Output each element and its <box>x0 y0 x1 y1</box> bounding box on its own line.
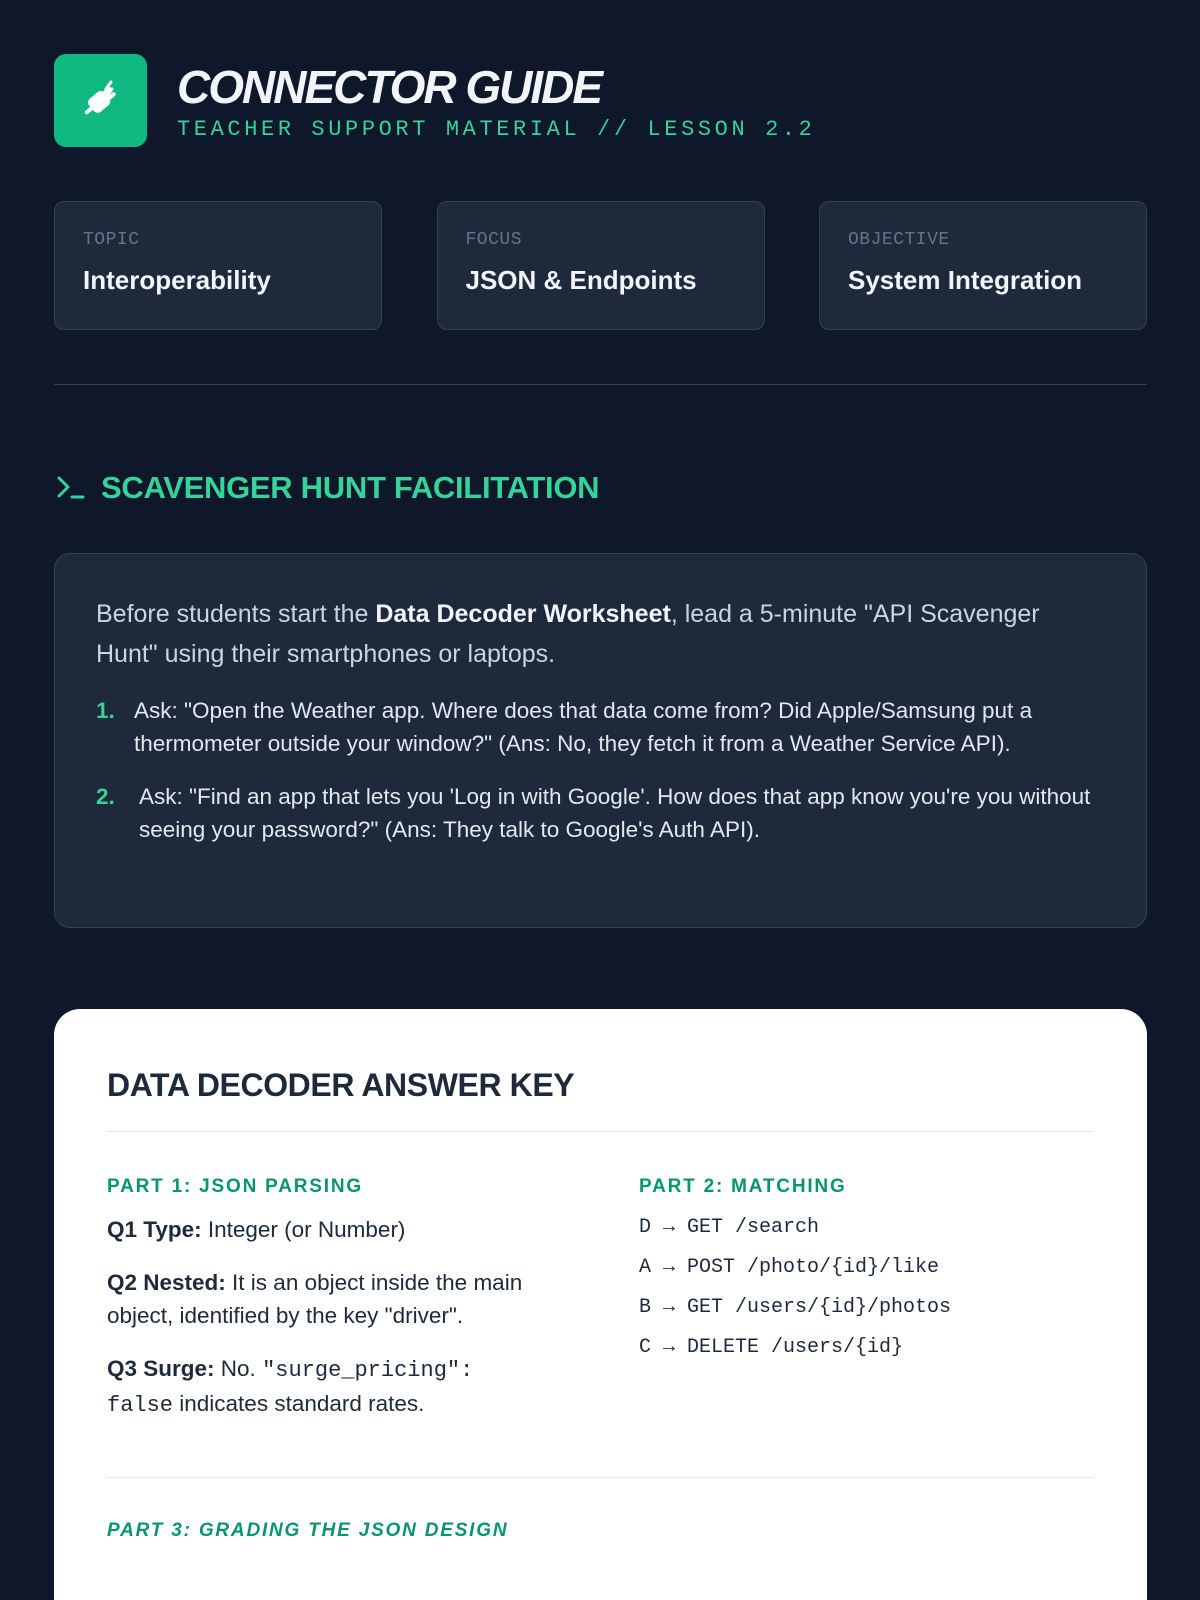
title-block <box>177 54 815 145</box>
answer-columns <box>107 1174 1094 1422</box>
facilitation-box <box>54 553 1147 928</box>
divider <box>107 1477 1094 1478</box>
step-text: Ask: "Open the Weather app. Where does that data come from? Did Apple/Samsung put a thermometer outside your window?" (Ans: No, they fetch it from a Weather Service API). <box>134 698 1033 756</box>
card-value: System Integration <box>848 265 1083 295</box>
plug-icon <box>54 54 147 147</box>
topic-card <box>54 201 382 330</box>
part1-heading: PART 1: JSON PARSING <box>107 1176 363 1197</box>
list-item: B → GET /users/{id}/photos <box>639 1296 952 1319</box>
focus-card <box>437 201 765 330</box>
card-label: FOCUS <box>465 230 523 250</box>
q3-answer <box>107 1352 527 1422</box>
q2-text: It is an object inside the main object, identified by the key "driver". <box>107 1270 523 1328</box>
divider <box>107 1131 1094 1132</box>
steps-list <box>96 694 1106 846</box>
divider <box>54 384 1147 385</box>
list-item: C → DELETE /users/{id} <box>639 1336 904 1359</box>
info-cards <box>54 201 1147 330</box>
q3-label: Q3 Surge: <box>107 1356 215 1381</box>
part1-column <box>107 1174 639 1422</box>
page-title: CONNECTOR GUIDE <box>177 61 602 113</box>
page-subtitle: TEACHER SUPPORT MATERIAL // LESSON 2.2 <box>177 117 816 142</box>
q3-code: "surge_pricing": <box>262 1358 474 1383</box>
objective-card <box>819 201 1147 330</box>
q3-text: indicates standard rates. <box>173 1391 425 1416</box>
q1-label: Q1 Type: <box>107 1217 202 1242</box>
q2-label: Q2 Nested: <box>107 1270 226 1295</box>
card-value: Interoperability <box>83 265 271 295</box>
card-label: TOPIC <box>83 230 140 250</box>
worksheet-name: Data Decoder Worksheet <box>375 600 671 628</box>
terminal-prompt-icon <box>56 473 86 503</box>
step-number: 2. <box>96 784 115 809</box>
q1-answer <box>107 1213 527 1246</box>
match-list <box>639 1208 1094 1368</box>
q3-code: false <box>107 1393 174 1418</box>
intro-text: , lead a 5-minute "API Scavenger Hunt" using their smartphones or laptops. <box>96 600 1040 668</box>
q3-text: No. <box>214 1356 263 1381</box>
section-title: SCAVENGER HUNT FACILITATION <box>101 470 600 505</box>
list-item <box>96 694 1106 760</box>
list-item: D → GET /search <box>639 1216 820 1239</box>
list-item <box>96 780 1106 846</box>
answer-key-title: DATA DECODER ANSWER KEY <box>107 1067 575 1103</box>
list-item: A → POST /photo/{id}/like <box>639 1256 940 1279</box>
card-label: OBJECTIVE <box>848 230 950 250</box>
intro-text: Before students start the <box>96 600 376 628</box>
intro-paragraph <box>96 594 1106 674</box>
q2-answer <box>107 1266 527 1332</box>
section-heading <box>56 466 599 510</box>
header <box>54 54 815 147</box>
answer-key-panel <box>54 1009 1147 1600</box>
part3-heading: PART 3: GRADING THE JSON DESIGN <box>107 1520 509 1541</box>
part2-heading: PART 2: MATCHING <box>639 1176 847 1197</box>
step-text: Ask: "Find an app that lets you 'Log in with Google'. How does that app know you're you without seeing your password?" (Ans: They talk to Google's Auth API). <box>139 784 1091 842</box>
plug-icon-glyph <box>76 76 126 126</box>
card-value: JSON & Endpoints <box>465 265 697 295</box>
part2-column <box>639 1174 1094 1422</box>
step-number: 1. <box>96 698 115 723</box>
q1-text: Integer (or Number) <box>201 1217 406 1242</box>
